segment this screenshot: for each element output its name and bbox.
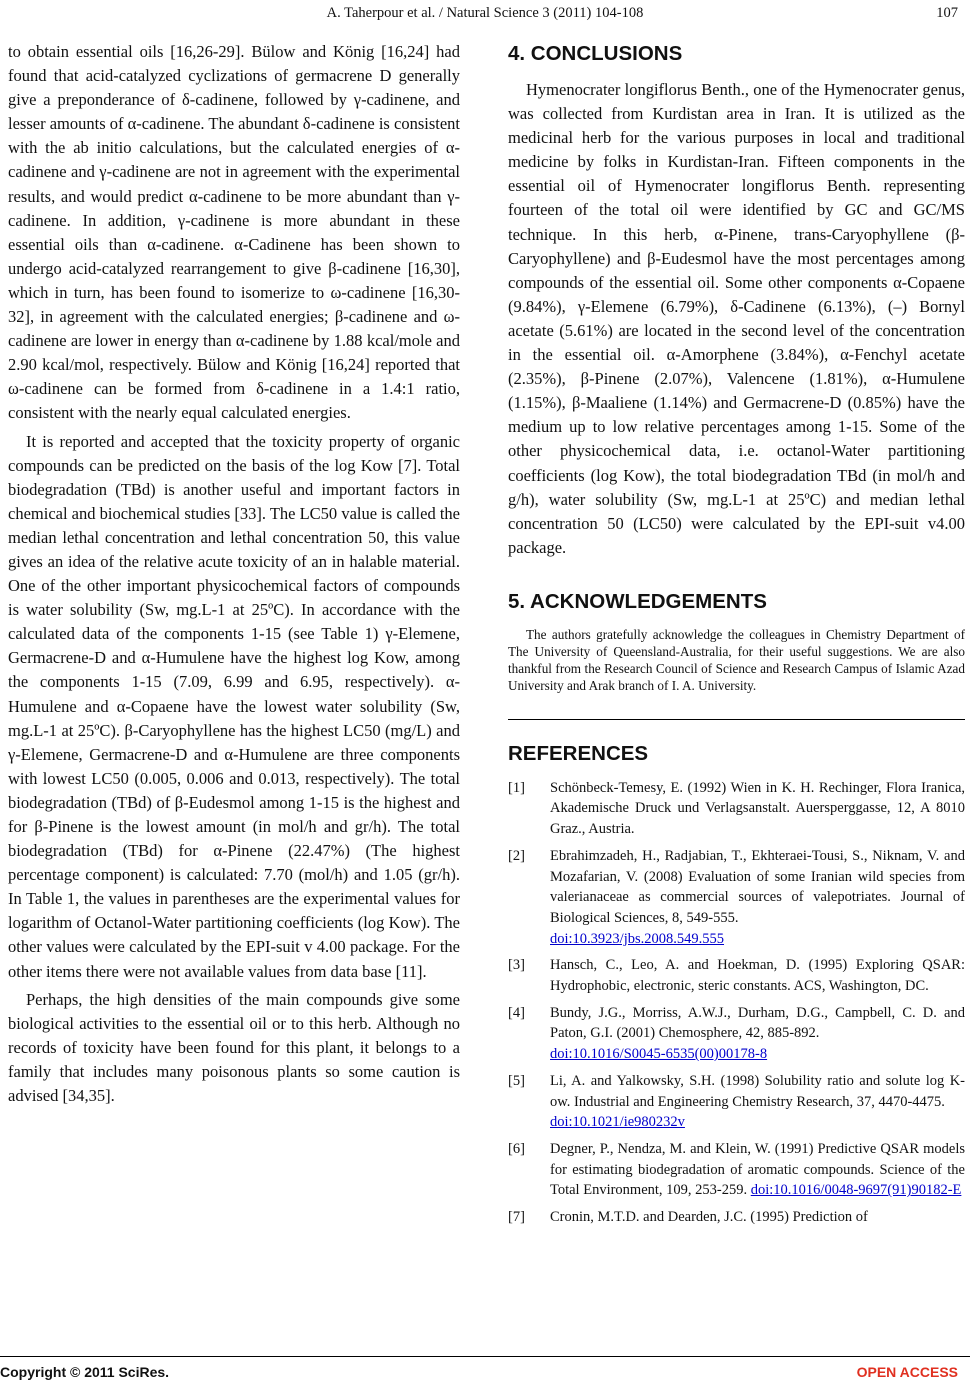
footer-divider — [0, 1356, 970, 1357]
reference-number: [6] — [508, 1140, 525, 1157]
reference-text: Ebrahimzadeh, H., Radjabian, T., Ekhteraei-Tousi, S., Niknam, V. and Mozafarian, V. (2008) Evaluation of some Iranian wild species from valerianaceae as commercial sources of valepotriates. Journal of Biological Sciences, 8, 549-555. doi:10.3923/jbs.2008.549.555 — [550, 847, 965, 947]
reference-number: [5] — [508, 1072, 525, 1089]
reference-text: Schönbeck-Temesy, E. (1992) Wien in K. H. Rechinger, Flora Iranica, Akademische Druck und Verlagsanstalt. Auersperggasse, 12, A 8010 Graz., Austria. — [550, 779, 965, 838]
reference-item — [508, 1139, 965, 1201]
left-column — [8, 40, 460, 1108]
reference-text: Hansch, C., Leo, A. and Hoekman, D. (1995) Exploring QSAR: Hydrophobic, electronic, steric constants. ACS, Washington, DC. — [550, 957, 965, 995]
doi-link[interactable]: doi:10.3923/jbs.2008.549.555 — [550, 930, 725, 947]
right-column — [508, 40, 965, 1234]
body-paragraph-1: to obtain essential oils [16,26-29]. Bülow and König [16,24] had found that acid-catalyzed cyclizations of germacrene D generally give a preponderance of δ-cadinene, followed by γ-cadinene, and lesser amounts of α-cadinene. The abundant δ-cadinene is consistent with the ab initio calculations, but the calculated energies of α-cadinene and γ-cadinene are not in agreement with the experimental results, and would predict α-cadinene to be more abundant than γ-cadinene. In addition, γ-cadinene is more abundant in these essential oils than α-cadinene. α-Cadinene has been shown to undergo acid-catalyzed rearrangement to give β-cadinene [16,30], which in turn, has been found to isomerize to ω-cadinene [16,30-32], in agreement with the calculated energies; β-cadinene and ω-cadinene are lower in energy than α-cadinene by 1.88 kcal/mole and 2.90 kcal/mol, respectively. Bülow and König [16,24] reported that ω-cadinene can be formed from δ-cadinene in a 1.4:1 ratio, consistent with the nearly equal calculated energies. — [8, 42, 460, 423]
page-number: 107 — [936, 5, 958, 21]
doi-link[interactable]: doi:10.1021/ie980232v — [550, 1114, 685, 1131]
section-divider — [508, 719, 965, 720]
running-header — [0, 2, 970, 24]
reference-text: Cronin, M.T.D. and Dearden, J.C. (1995) Prediction of — [550, 1209, 868, 1226]
body-paragraph-2: It is reported and accepted that the toxicity property of organic compounds can be predicted on the basis of the log Kow [7]. Total biodegradation (TBd) is another useful and important factors in chemical and biochemical studies [33]. The LC50 value is called the median lethal concentration and lethal concentration 50, this value gives an idea of the relative acute toxicity of an in halable material. One of the other important physicochemical factors of compounds is water solubility (Sw, mg.L-1 at 25ºC). In accordance with the calculated data of the components 1-15 (see Table 1) γ-Elemene, Germacrene-D and α-Humulene have the highest log Kow, among the components 1-15 (7.09, 6.99 and 6.95, respectively). α-Humulene and α-Copaene have the lowest water solubility (Sw, mg.L-1 at 25ºC). β-Caryophyllene has the highest LC50 (mg/L) and γ-Elemene, Germacrene-D and α-Humulene are three components with lowest LC50 (0.005, 0.006 and 0.013, respectively). The total biodegradation (TBd) of β-Eudesmol among 1-15 is the highest and for β-Pinene is the lowest amount (in mol/h and gr/h). The total biodegradation (TBd) for α-Pinene (22.47%) (The highest percentage component) is calculated: 7.70 (mol/h) and 1.05 (gr/h). In Table 1, the values in parentheses are the experimental values for logarithm of Octanol-Water partitioning coefficients (log Kow). The other values were calculated by the EPI-suit v 4.00 package. For the other items there were not available values from data base [11]. — [8, 431, 460, 981]
acknowledgements-text: The authors gratefully acknowledge the colleagues in Chemistry Department of The University of Queensland-Australia, for their useful suggestions. We are also thankful from the Research Council of Science and Research Campus of Islamic Azad University and Arak branch of I. A. University. — [508, 626, 965, 694]
copyright-notice: Copyright © 2011 SciRes. — [0, 1364, 170, 1380]
reference-number: [2] — [508, 847, 525, 864]
reference-number: [4] — [508, 1004, 525, 1021]
reference-text: Li, A. and Yalkowsky, S.H. (1998) Solubility ratio and solute log K-ow. Industrial and Engineering Chemistry Research, 37, 4470-4475. doi:10.1021/ie980232v — [550, 1072, 965, 1131]
reference-item — [508, 1071, 965, 1133]
reference-number: [7] — [508, 1209, 525, 1226]
conclusions-text: Hymenocrater longiflorus Benth., one of the Hymenocrater genus, was collected from Kurdistan area in Iran. It is utilized as the medicinal herb for the various purposes in local and traditional medicine by folks in Kurdistan-Iran. Fifteen components in the essential oil of Hymenocrater longiflorus Benth. representing fourteen of the total oil were identified by GC and GC/MS technique. In this herb, α-Pinene, trans-Caryophyllene (β-Caryophyllene) and β-Eudesmol have the most percentages among compounds of the essential oil. Some other components α-Copaene (9.84%), γ-Elemene (6.79%), δ-Cadinene (6.13%), (–) Bornyl acetate (5.61%) are located in the second level of the concentration in the essential oil. α-Amorphene (3.84%), α-Fenchyl acetate (2.35%), β-Pinene (2.07%), Valencene (1.81%), α-Humulene (1.15%), β-Maaliene (1.14%) and Germacrene-D (0.85%) have the medium up to low relative percentages among 1-15. Some of the other physicochemical data, i.e. octanol-Water partitioning coefficients (log Kow), the total biodegradation TBd (in mol/h and g/h), water solubility (Sw, mg.L-1 at 25ºC) and median lethal concentration 50 (LC50) were calculated by the EPI-suit v4.00 package. — [508, 80, 965, 557]
reference-number: [3] — [508, 957, 525, 974]
reference-list — [508, 778, 965, 1228]
reference-item — [508, 846, 965, 950]
reference-number: [1] — [508, 779, 525, 796]
doi-link[interactable]: doi:10.1016/S0045-6535(00)00178-8 — [550, 1046, 768, 1063]
reference-text: Degner, P., Nendza, M. and Klein, W. (1991) Predictive QSAR models for estimating biodegradation of aromatic compounds. Science of the Total Environment, 109, 253-259. doi:10.1016/0048-9697(91)90182-E — [550, 1140, 965, 1199]
reference-text: Bundy, J.G., Morriss, A.W.J., Durham, D.G., Campbell, C. D. and Paton, G.I. (2001) Chemosphere, 42, 885-892. doi:10.1016/S0045-6535(00)00178-8 — [550, 1004, 965, 1063]
references-heading: REFERENCES — [508, 741, 649, 765]
running-head: A. Taherpour et al. / Natural Science 3 (2011) 104-108 — [326, 5, 644, 21]
body-paragraph-3: Perhaps, the high densities of the main compounds give some biological activities to the essential oil or to this herb. Although no records of toxicity have been found for this plant, it belongs to a family that includes many poisonous plants so some caution is advised [34,35]. — [8, 989, 460, 1106]
reference-item — [508, 1003, 965, 1065]
doi-link[interactable]: doi:10.1016/0048-9697(91)90182-E — [750, 1182, 962, 1199]
reference-item — [508, 1207, 965, 1228]
open-access-label: OPEN ACCESS — [856, 1364, 958, 1380]
reference-item — [508, 778, 965, 840]
reference-item — [508, 955, 965, 996]
acknowledgements-heading: 5. ACKNOWLEDGEMENTS — [508, 589, 767, 613]
conclusions-heading: 4. CONCLUSIONS — [508, 42, 683, 65]
